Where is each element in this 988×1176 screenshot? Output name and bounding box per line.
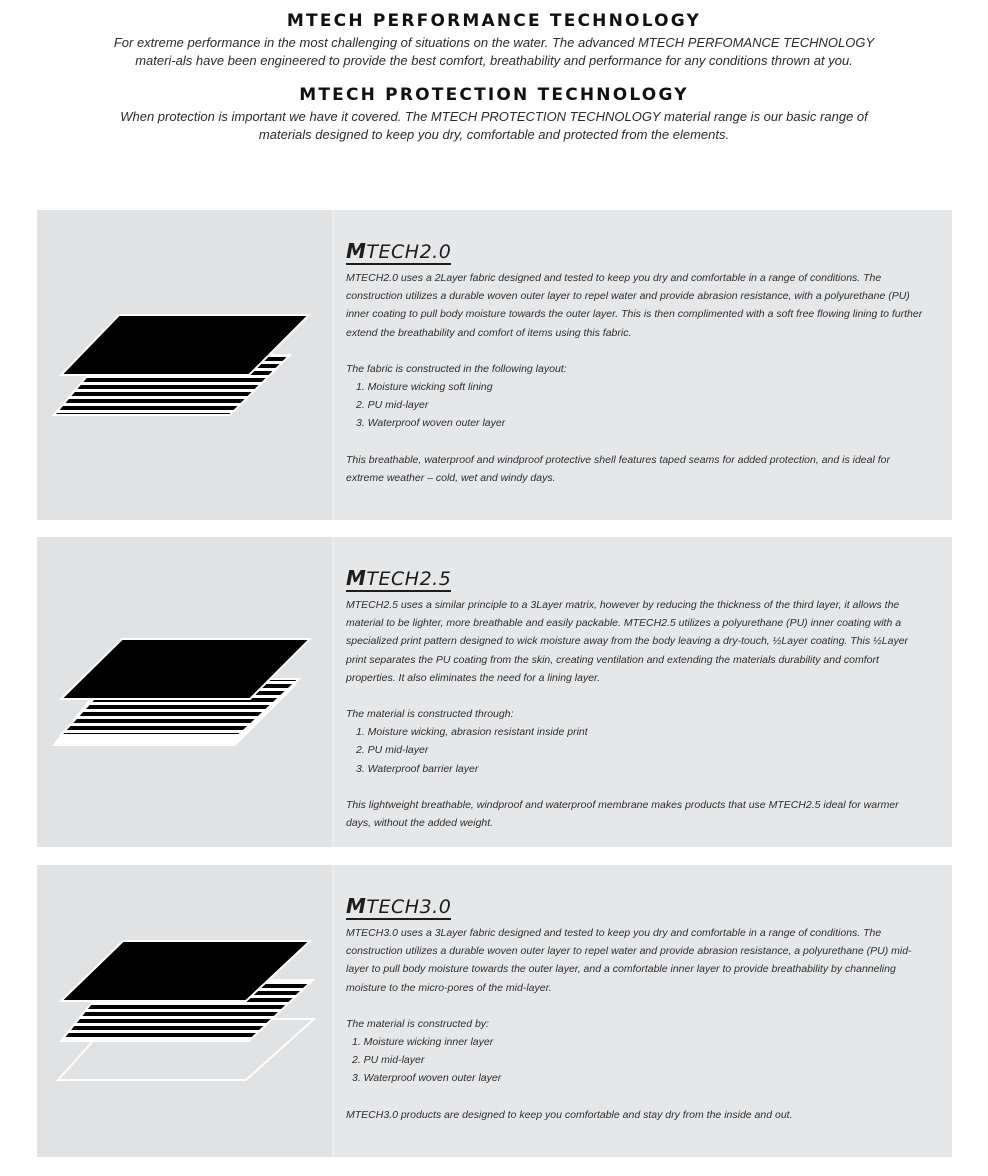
list-item: 2. PU mid-layer bbox=[356, 399, 429, 412]
mtech20-closing: This breathable, waterproof and windproof protective shell features taped seams for added protection, and is ideal for extreme weather – cold, wet and windy days. bbox=[346, 453, 890, 484]
protection-description: When protection is important we have it covered. The MTECH PROTECTION TECHNOLOGY material range is our basic range of materials designed to keep you dry, comfortable and protected from the elements. bbox=[120, 109, 868, 142]
panel-divider bbox=[332, 537, 334, 847]
mtech30-title bbox=[346, 895, 451, 920]
title-rest: TECH2.5 bbox=[366, 568, 452, 590]
list-item: 3. Waterproof barrier layer bbox=[356, 762, 479, 775]
mtech25-panel bbox=[37, 537, 952, 847]
title-m: M bbox=[346, 566, 367, 590]
mtech20-panel bbox=[37, 210, 952, 520]
list-item: 1. Moisture wicking, abrasion resistant inside print bbox=[356, 726, 588, 739]
two-layer-fabric-icon bbox=[37, 210, 332, 520]
title-rest: TECH2.0 bbox=[366, 241, 452, 263]
protection-title: MTECH PROTECTION TECHNOLOGY bbox=[299, 85, 689, 105]
mtech20-title bbox=[346, 240, 451, 265]
mtech25-intro: MTECH2.5 uses a similar principle to a 3Layer matrix, however by reducing the thickness of the third layer, it allows the material to be lighter, more breathable and easily packable. MTECH2.5 utilizes a polyurethane (PU) inner coating with a specialized print pattern designed to wick moisture away from the body leaving a dry-touch, ½Layer coating. This ½Layer print separates the PU coating from the skin, creating ventilation and extending the materials durability and comfort properties. It also eliminates the need for a lining layer. bbox=[346, 599, 909, 684]
three-layer-fabric-icon bbox=[37, 865, 332, 1157]
performance-description: For extreme performance in the most challenging of situations on the water. The advanced MTECH PERFOMANCE TECHNOLOGY materi-als have been engineered to provide the best comfort, breathability and performance for any conditions thrown at you. bbox=[113, 35, 875, 68]
mtech30-closing: MTECH3.0 products are designed to keep you comfortable and stay dry from the inside and out. bbox=[346, 1108, 793, 1121]
mtech20-layer-list bbox=[346, 378, 926, 433]
list-item: 2. PU mid-layer bbox=[352, 1054, 425, 1067]
mtech25-layer-list bbox=[346, 723, 926, 778]
two-and-half-layer-fabric-icon bbox=[37, 537, 332, 847]
mtech30-intro: MTECH3.0 uses a 3Layer fabric designed and tested to keep you dry and comfortable in a range of conditions. The construction utilizes a durable woven outer layer to repel water and provide abrasion resistance, a polyurethane (PU) mid-layer to pull body moisture towards the outer layer, and a comfortable inner layer to provide breathability by channeling moisture to the micro-pores of the mid-layer. bbox=[346, 927, 912, 994]
title-m: M bbox=[346, 239, 367, 263]
mtech20-list-intro: The fabric is constructed in the following layout: bbox=[346, 362, 567, 375]
list-item: 3. Waterproof woven outer layer bbox=[352, 1072, 502, 1085]
title-m: M bbox=[346, 894, 367, 918]
mtech25-title bbox=[346, 567, 451, 592]
title-rest: TECH3.0 bbox=[366, 896, 452, 918]
list-item: 1. Moisture wicking inner layer bbox=[352, 1036, 494, 1049]
mtech30-panel bbox=[37, 865, 952, 1157]
protection-section bbox=[0, 85, 988, 143]
mtech25-closing: This lightweight breathable, windproof and waterproof membrane makes products that use MTECH2.5 ideal for warmer days, without the added weight. bbox=[346, 798, 899, 830]
list-item: 2. PU mid-layer bbox=[356, 744, 429, 757]
list-item: 3. Waterproof woven outer layer bbox=[356, 417, 506, 430]
mtech25-list-intro: The material is constructed through: bbox=[346, 708, 514, 721]
list-item: 1. Moisture wicking soft lining bbox=[356, 381, 493, 394]
mtech20-intro: MTECH2.0 uses a 2Layer fabric designed and tested to keep you dry and comfortable in a range of conditions. The construction utilizes a durable woven outer layer to repel water and provide abrasion resistance, with a polyurethane (PU) inner coating to pull body moisture towards the outer layer. This is then complimented with a soft free flowing lining to further extend the breathability and comfort of items using this fabric. bbox=[346, 272, 923, 339]
panel-divider bbox=[332, 865, 334, 1157]
mtech30-list-intro: The material is constructed by: bbox=[346, 1017, 489, 1030]
performance-title: MTECH PERFORMANCE TECHNOLOGY bbox=[286, 11, 702, 31]
panel-divider bbox=[332, 210, 334, 520]
mtech30-layer-list bbox=[346, 1033, 926, 1088]
performance-section bbox=[0, 11, 988, 69]
